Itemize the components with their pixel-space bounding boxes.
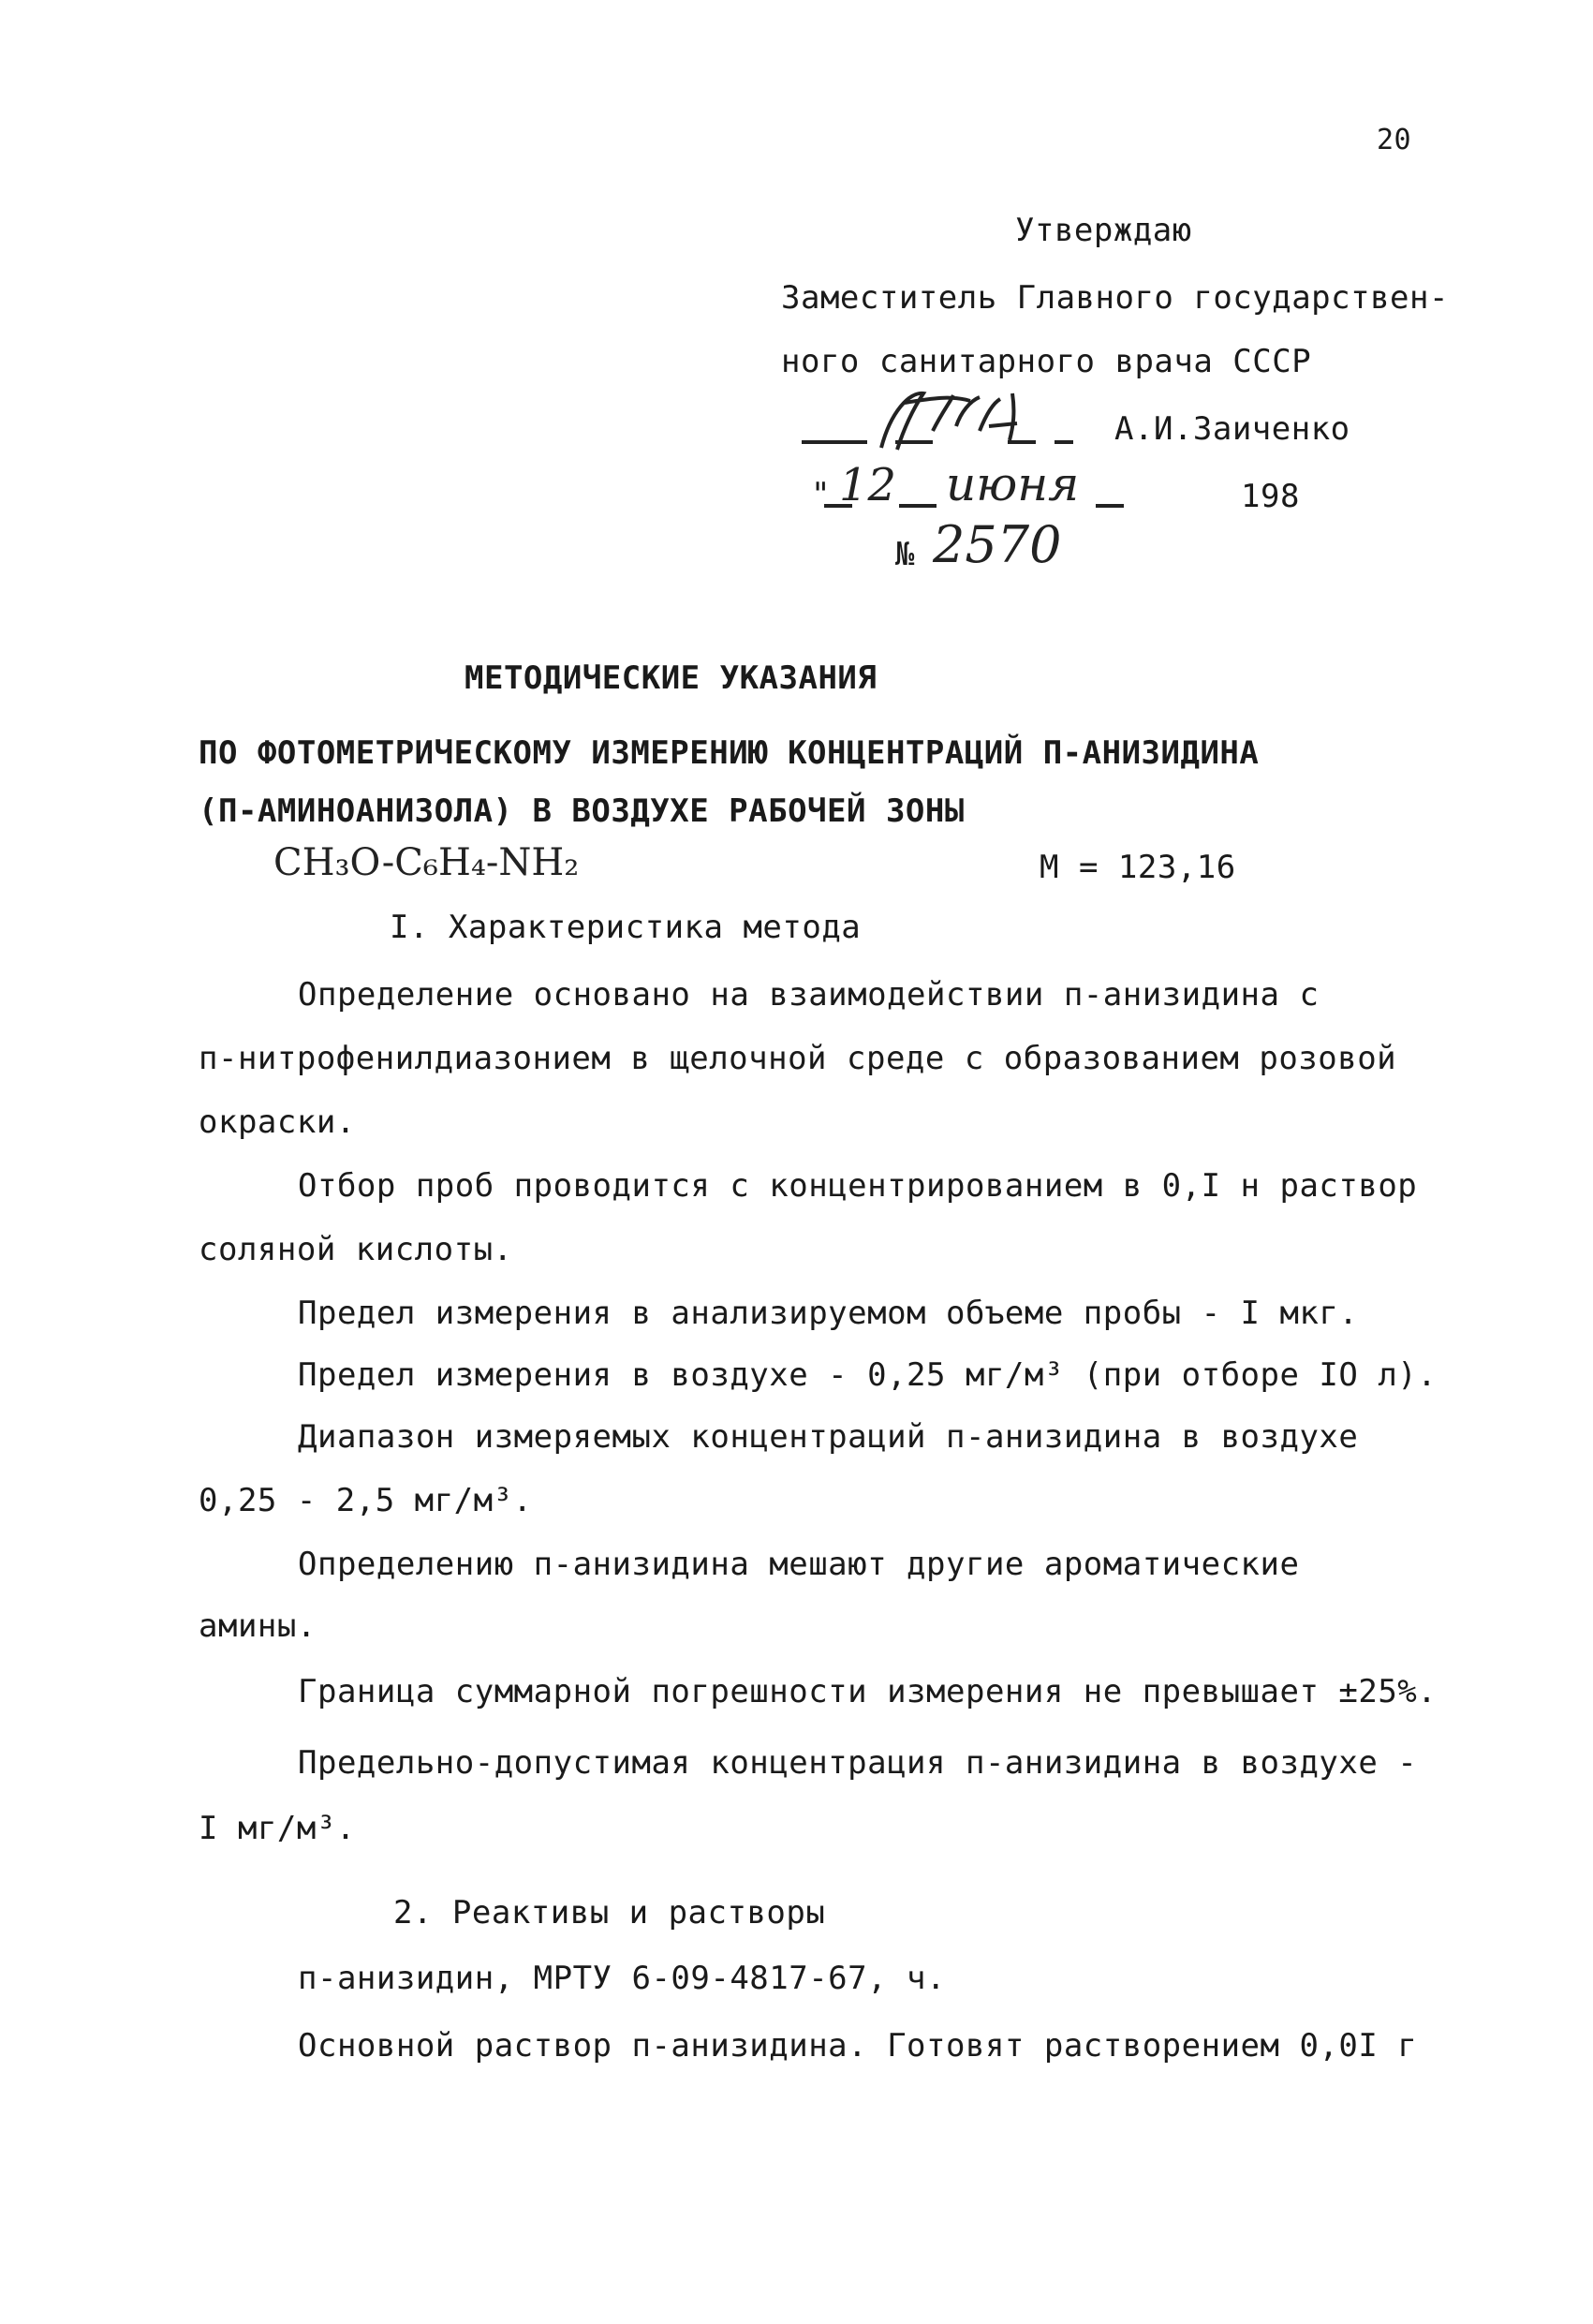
section1-paragraph1-line2: п-нитрофенилдиазонием в щелочной среде с образованием розовой: [199, 1040, 1397, 1077]
document-title: МЕТОДИЧЕСКИЕ УКАЗАНИЯ: [465, 659, 878, 697]
approval-date-year: 198: [1241, 478, 1300, 515]
section1-paragraph1-line3: окраски.: [199, 1103, 356, 1141]
section1-paragraph8-line1: Предельно-допустимая концентрация п-анизидина в воздухе -: [298, 1744, 1418, 1782]
approval-date-month: июня: [946, 457, 1080, 511]
chemical-formula: CH₃O-C₆H₄-NH₂: [273, 841, 580, 884]
approval-date-day: 12: [839, 459, 897, 511]
signature: [792, 375, 1101, 459]
section1-paragraph6-line2: амины.: [199, 1607, 317, 1645]
section2-heading: 2. Реактивы и растворы: [393, 1894, 826, 1932]
section1-paragraph3: Предел измерения в анализируемом объеме пробы - I мкг.: [298, 1295, 1359, 1332]
approval-signatory: А.И.Заиченко: [1114, 410, 1350, 448]
document-subtitle-line1: ПО ФОТОМЕТРИЧЕСКОМУ ИЗМЕРЕНИЮ КОНЦЕНТРАЦИЙ П-АНИЗИДИНА: [199, 734, 1260, 772]
approval-position-line2: ного санитарного врача СССР: [781, 343, 1312, 380]
approval-number-prefix: №: [895, 536, 915, 573]
section1-paragraph2-line1: Отбор проб проводится с концентрированием в 0,I н раствор: [298, 1167, 1418, 1205]
section1-paragraph5-line1: Диапазон измеряемых концентраций п-анизидина в воздухе: [298, 1418, 1359, 1456]
section1-heading: I. Характеристика метода: [390, 909, 862, 946]
section1-paragraph2-line2: соляной кислоты.: [199, 1231, 513, 1268]
section1-paragraph8-line2: I мг/м³.: [199, 1810, 356, 1847]
section2-line1: п-анизидин, МРТУ 6-09-4817-67, ч.: [298, 1960, 947, 1997]
document-subtitle-line2: (П-АМИНОАНИЗОЛА) В ВОЗДУХЕ РАБОЧЕЙ ЗОНЫ: [199, 792, 965, 830]
section1-paragraph5-line2: 0,25 - 2,5 мг/м³.: [199, 1482, 533, 1519]
section1-paragraph4: Предел измерения в воздухе - 0,25 мг/м³ (при отборе IO л).: [298, 1356, 1438, 1394]
page-number: 20: [1377, 124, 1412, 156]
molar-mass: М = 123,16: [1040, 849, 1236, 886]
section1-paragraph1-line1: Определение основано на взаимодействии п-анизидина с: [298, 976, 1320, 1014]
approval-heading: Утверждаю: [1015, 212, 1192, 249]
section1-paragraph7: Граница суммарной погрешности измерения не превышает ±25%.: [298, 1673, 1438, 1710]
section2-line2: Основной раствор п-анизидина. Готовят растворением 0,0I г: [298, 2027, 1418, 2065]
approval-position-line1: Заместитель Главного государствен-: [781, 279, 1449, 317]
approval-date-prefix: ": [811, 476, 831, 513]
approval-number: 2570: [933, 515, 1062, 574]
section1-paragraph6-line1: Определению п-анизидина мешают другие ароматические: [298, 1546, 1300, 1583]
